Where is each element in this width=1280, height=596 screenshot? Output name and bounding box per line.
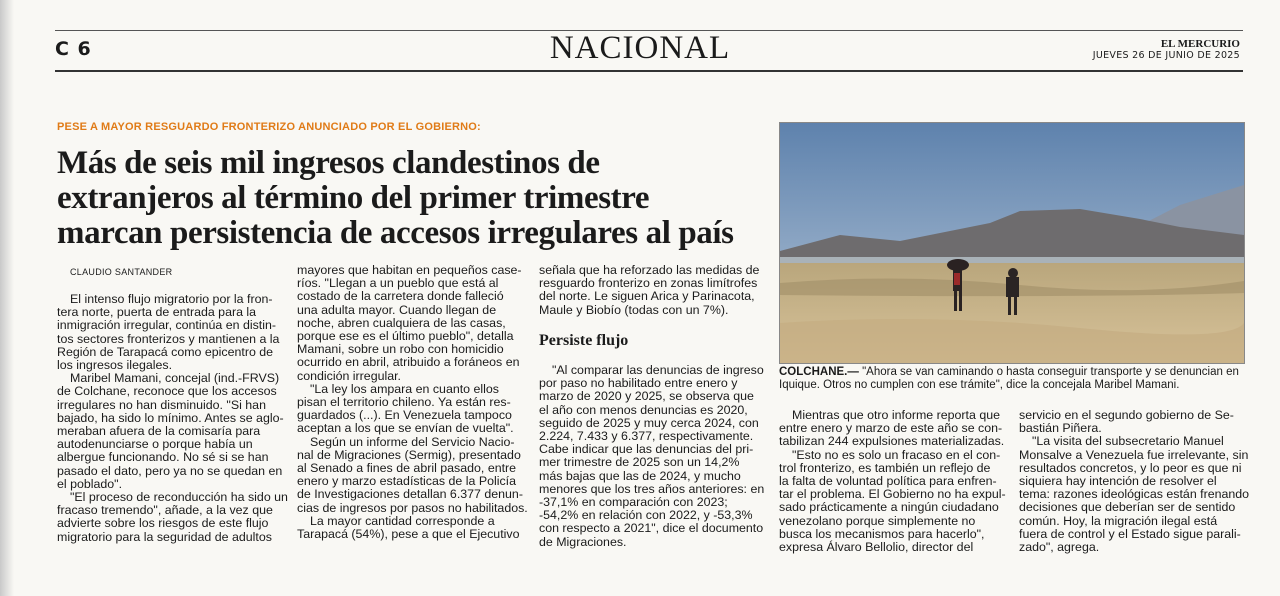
text-line: por paso no habilitado entre enero y	[539, 376, 738, 391]
text-line: una adulta mayor. Cuando llegan de	[297, 302, 497, 317]
text-line: Maribel Mamani, concejal (ind.-FRVS)	[70, 371, 280, 386]
headline-line: Más de seis mil ingresos clandestinos de	[57, 145, 600, 181]
caption-text: "Ahora se van caminando o hasta conseguir transporte y se denuncian en	[858, 366, 1239, 378]
text-line: el poblado".	[57, 476, 123, 491]
text-line: pisan el territorio chileno. Ya están res-	[297, 395, 511, 410]
text-line: costado de la carretera donde falleció	[297, 289, 504, 304]
text-line: La mayor cantidad corresponde a	[310, 513, 495, 528]
text-line: resultados concretos, y lo peor es que ni	[1019, 460, 1242, 475]
text-line: noche, abren cualquiera de las casas,	[297, 315, 506, 330]
byline: CLAUDIO SANTANDER	[70, 267, 173, 277]
text-line: señala que ha reforzado las medidas de	[539, 263, 760, 277]
text-line: condición irregular.	[297, 368, 402, 383]
column-1	[57, 292, 288, 544]
text-line: fracaso tremendo", añade, a la vez que	[57, 503, 273, 518]
text-line: venezolano porque simplemente no	[779, 513, 976, 528]
text-line: inmigración irregular, continúa en distin-	[57, 318, 277, 333]
caption-text-2: Iquique. Otros no cumplen con ese trámite", dice la concejala Maribel Mamani.	[779, 379, 1180, 392]
text-line: bastián Piñera.	[1019, 421, 1102, 436]
text-line: busca los mecanismos para hacerlo",	[779, 526, 985, 541]
text-line: de Investigaciones detallan 6.377 denun-	[297, 487, 523, 502]
text-line: tera norte, puerta de entrada para la	[57, 305, 257, 320]
text-line: tos sectores fronterizos y mantienen a la	[57, 331, 280, 346]
text-line: el año con menos denuncias es 2020,	[539, 402, 748, 417]
text-line: tema: razones ideológicas están frenando	[1019, 487, 1250, 502]
text-line: seguido de 2025 y muy cerca 2024, con	[539, 415, 759, 430]
page-number: C 6	[55, 38, 92, 60]
text-line: "Esto no es solo un fracaso en el con-	[792, 447, 1001, 462]
text-line: del norte. Le siguen Arica y Parinacota,	[539, 289, 755, 304]
photo-caption	[779, 366, 1249, 392]
text-line: aceptan a los que se envían de vuelta".	[297, 421, 514, 436]
column-3-bottom	[539, 364, 764, 549]
column-2	[297, 263, 528, 542]
text-line: pasado el dato, pero ya no se quedan en	[57, 463, 283, 478]
text-line: al Senado a fines de abril pasado, entre	[297, 461, 517, 476]
text-line: irregulares no han disminuido. "Si han	[57, 397, 266, 412]
text-line: Maule y Biobío (todas con un 7%).	[539, 302, 729, 317]
text-line: enero y marzo estadísticas de la Policía	[297, 474, 517, 489]
text-line: con respecto a 2021", dice el documento	[539, 521, 764, 536]
text-line: Cabe indicar que las denuncias del pri-	[539, 442, 754, 457]
text-line: advierte sobre los riesgos de este flujo	[57, 516, 269, 531]
text-line: tabilizan 244 expulsiones materializadas.	[779, 434, 1005, 449]
text-line: guardados (...). En Venezuela tampoco	[297, 408, 512, 423]
text-line: Mientras que otro informe reporta que	[792, 408, 1000, 422]
page-edge	[0, 0, 14, 596]
text-line: nal de Migraciones (Sermig), presentado	[297, 447, 521, 462]
text-line: Monsalve a Venezuela fue irrelevante, sin	[1019, 447, 1249, 462]
text-line: expresa Álvaro Bellolio, director del	[779, 540, 974, 555]
text-line: marzo de 2020 y 2025, se observa que	[539, 389, 754, 404]
column-3-top	[539, 264, 764, 317]
column-5	[1019, 408, 1250, 555]
header-rule	[55, 70, 1243, 72]
text-line: mayores que habitan en pequeños case-	[297, 263, 522, 277]
subhead: Persiste flujo	[539, 332, 629, 349]
text-line: Mamani, sobre un robo con homicidio	[297, 342, 504, 357]
text-line: Según un informe del Servicio Nacio-	[310, 434, 515, 449]
text-line: fuera de control y el Estado sigue parali-	[1019, 526, 1241, 541]
text-line: resguardo fronterizo en zonas limítrofes	[539, 276, 758, 291]
text-line: El intenso flujo migratorio por la fron-	[70, 292, 273, 306]
text-line: 2.224, 7.433 y 6.377, respectivamente.	[539, 429, 754, 444]
text-line: menores que los tres años anteriores: en	[539, 481, 765, 496]
text-line: de Migraciones.	[539, 534, 627, 549]
column-4	[779, 409, 1004, 554]
text-line: trol fronterizo, es también un reflejo de	[779, 460, 991, 475]
text-line: servicio en el segundo gobierno de Se-	[1019, 408, 1234, 422]
text-line: Región de Tarapacá como epicentro de	[57, 344, 274, 359]
text-line: "La ley los ampara en cuanto ellos	[310, 381, 499, 396]
text-line: mer trimestre de 2025 son un 14,2%	[539, 455, 740, 470]
text-line: los ingresos ilegales.	[57, 358, 173, 373]
headline-line: extranjeros al término del primer trimestre	[57, 180, 650, 216]
text-line: cias de ingresos por pasos no habilitados.	[297, 500, 528, 515]
text-line: la falta de voluntad política para enfren-	[779, 474, 997, 489]
headline	[57, 146, 772, 251]
text-line: "Al comparar las denuncias de ingreso	[552, 363, 764, 377]
text-line: meraban afuera de la comisaría para	[57, 424, 261, 439]
text-line: -37,1% en comparación con 2023;	[539, 495, 728, 510]
publication-date: JUEVES 26 DE JUNIO DE 2025	[1092, 50, 1240, 61]
text-line: siquiera hay intención de resolver el	[1019, 474, 1217, 489]
text-line: autodenunciarse o porque había un	[57, 437, 253, 452]
text-line: de Colchane, reconoce que los accesos	[57, 384, 277, 399]
text-line: sado prácticamente a ningún ciudadano	[779, 500, 999, 515]
photo-colchane	[779, 122, 1245, 364]
text-line: Tarapacá (54%), pese a que el Ejecutivo	[297, 527, 520, 542]
text-line: zado", agrega.	[1019, 540, 1100, 555]
text-line: decisiones que deberían ser de sentido	[1019, 500, 1236, 515]
text-line: migratorio para la seguridad de adultos	[57, 529, 272, 544]
text-line: porque ese es el último pueblo", detalla	[297, 329, 514, 344]
text-line: "La visita del subsecretario Manuel	[1032, 434, 1224, 449]
text-line: "El proceso de reconducción ha sido un	[70, 490, 288, 505]
text-line: tar el problema. El Gobierno no ha expul-	[779, 487, 1006, 502]
text-line: albergue funcionando. No sé si se han	[57, 450, 269, 465]
text-line: más bajas que las de 2024, y mucho	[539, 468, 741, 483]
text-line: común. Hoy, la migración ilegal está	[1019, 513, 1218, 528]
text-line: ocurrido en abril, atribuido a foráneos en	[297, 355, 520, 370]
text-line: entre enero y marzo de este año se con-	[779, 421, 1003, 436]
kicker: PESE A MAYOR RESGUARDO FRONTERIZO ANUNCIADO POR EL GOBIERNO:	[57, 121, 481, 133]
section-title: NACIONAL	[549, 30, 731, 66]
headline-line: marcan persistencia de accesos irregulares al país	[57, 215, 734, 251]
caption-label: COLCHANE.—	[779, 366, 859, 378]
newspaper-name: EL MERCURIO	[1160, 38, 1240, 50]
text-line: bajado, ha sido lo mínimo. Antes se aglo-	[57, 410, 284, 425]
text-line: -54,2% en relación con 2022, y -53,3%	[539, 508, 753, 523]
text-line: ríos. "Llegan a un pueblo que está al	[297, 276, 499, 291]
altiplano-photo-icon	[780, 123, 1244, 363]
